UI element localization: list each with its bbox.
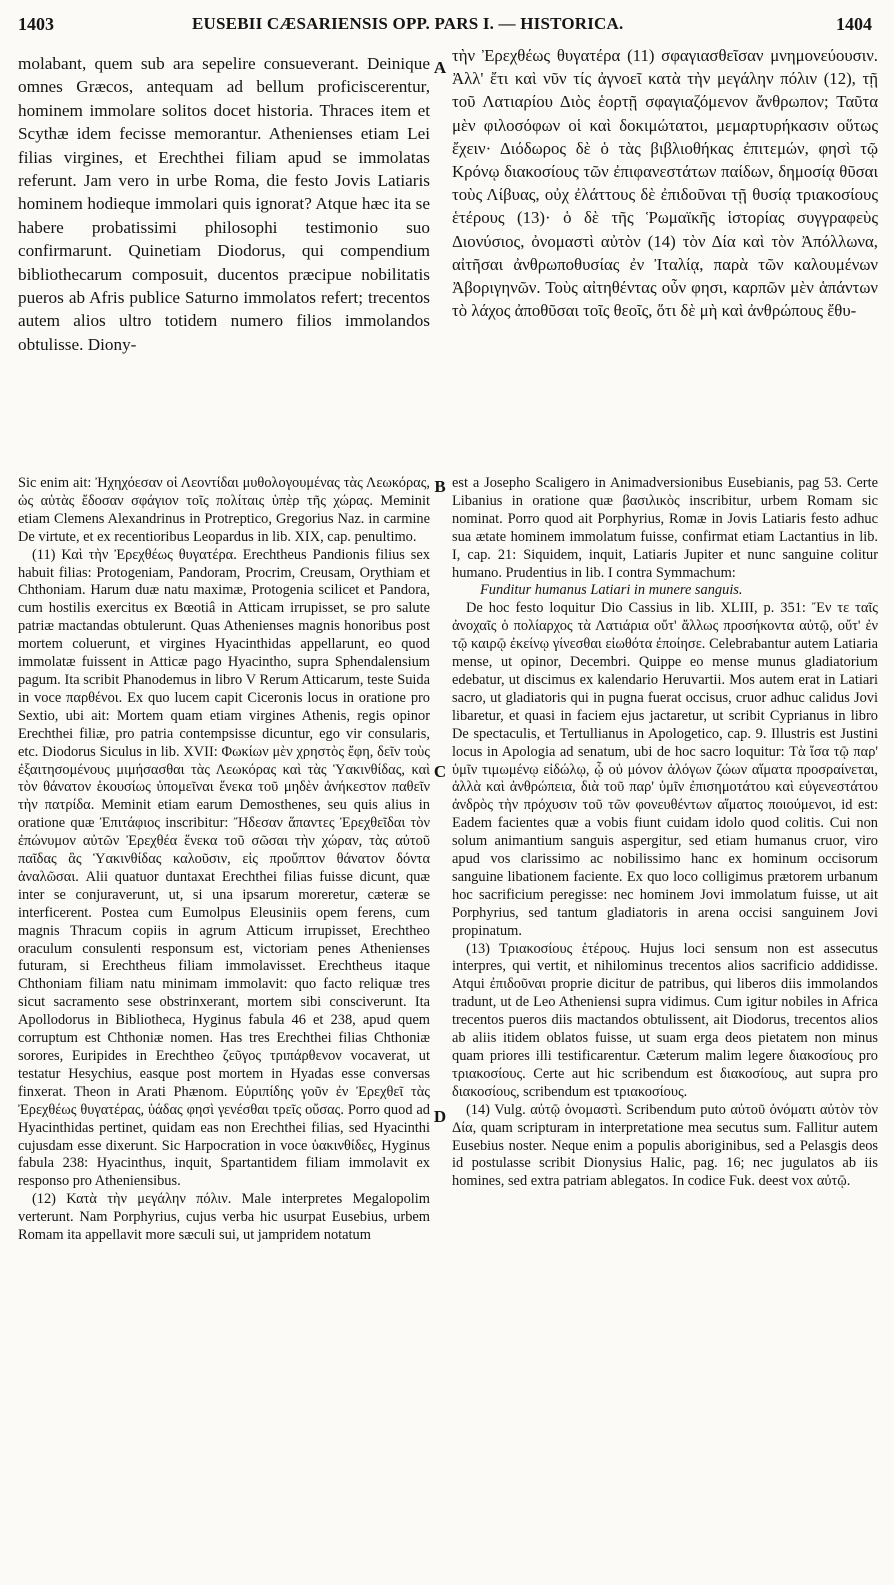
- section-marker-d: D: [433, 1107, 447, 1126]
- note-paragraph: (12) Κατὰ τὴν μεγάλην πόλιν. Male interpretes Megalopolim verterunt. Nam Porphyrius, cujus verba hic usurpat Eusebius, urbem Romam ita appellavit more sæculi sui, ut jampridem notatum: [18, 1191, 430, 1244]
- main-text-latin: molabant, quem sub ara sepelire consueverant. Deinique omnes Græcos, antequam ad bellum proficiscerentur, hominem immolare solitos docet historia. Thraces item et Scythæ idem fecisse memorantur. Athenienses etiam Lei filias virgines, et Erechthei filiam apud se immolatas referunt. Jam vero in urbe Roma, die festo Jovis Latiaris hominem hodieque immolari quis ignorat? Atque hæc ita se habere probatissimi philosophi testimonio suo confirmarunt. Quinetiam Diodorus, qui compendium bibliothecarum composuit, ducentos præcipue nobilitatis pueros ab Afris publice Saturno immolatos refert; trecentos autem alios ultro totidem numero filios immolandos obtulisse. Diony-: [18, 54, 430, 354]
- note-paragraph: est a Josepho Scaligero in Animadversionibus Eusebianis, pag 53. Certe Libanius in oratione quæ βασιλικὸς inscribitur, urbem Romam sic nominat. Porro quod ait Porphyrius, Romæ in Jovis Latiaris festo adhuc sua ætate hominem immolatum fuisse, confirmat etiam Lactantius in lib. I, cap. 21: Siquidem, inquit, Latiaris Jupiter et nunc sanguine colitur humano. Prudentius in lib. I contra Symmachum:: [452, 475, 878, 581]
- verse-quotation: Funditur humanus Latiari in munere sanguis.: [480, 582, 743, 599]
- page-header: [0, 0, 894, 46]
- note-paragraph: De hoc festo loquitur Dio Cassius in lib. XLIII, p. 351: Ἔν τε ταῖς ἀνοχαῖς ὁ πολίαρχος τὰ Λατιάρια οὔτ' ἄλλως προσήκοντα αὐτῷ, οὔτ' ἐν τῷ καιρῷ ἐκείνῳ γίνεσθαι εἰωθότα ἐποίησε. Celebrabantur autem Latiaria mense, ut opinor, Decembri. Quippe eo mense munus gladiatorium edebatur, ut discimus ex kalendario Heruvartii. Mos autem erat in Latiari sacro, ut gladiatoris qui in pugna fuerat occisus, cruor adhuc calidus Jovi libaretur, et quasi in faciem ejus jactaretur, ut scribit Cyprianus in libro De spectaculis, et Tertullianus in Apologetico, cap. 9. Illustris est Justini locus in Apologia ad senatum, ubi de hoc sacro loquitur: Τὰ ἴσα τῷ παρ' ὑμῖν τιμωμένῳ εἰδώλῳ, ᾧ οὐ μόνον ἀλόγων ζώων αἵματα προσραίνεται, ἀλλὰ καὶ ἀνθρώπεια, διὰ τοῦ παρ' ὑμῖν ἐπισημοτάτου καὶ εὐγενεστάτου ἀνδρὸς τὴν πρόχυσιν τοῦ τῶν φονευθέντων αἵματος ποιούμενοι, id est: Eadem facientes quæ a vobis fiunt cuidam idolo quod colitis. Cui non solum animantium sanguis aspergitur, sed etiam humanus cruor, viro apud vos clarissimo ac nobilissimo hanc ex hominum occisorum sanguine libationem faciente. Ex quo loco colligimus prætorem urbanum hoc sacrificium peregisse: nec hominem Jovi immolatum fuisse, ut ait Porphyrius, sed tantum gladiatoris in arena occisi sanguinem Jovi propinatum.: [452, 600, 878, 939]
- section-marker-a: A: [433, 58, 447, 77]
- main-text-left-column: [18, 52, 430, 464]
- note-paragraph: (14) Vulg. αὐτῷ ὀνομαστὶ. Scribendum puto αὐτοῦ ὀνόματι αὐτὸν τὸν Δία, quam scripturam in interpretatione mea secutus sum. Fallitur autem Eusebius noster. Neque enim a populis aboriginibus, sed a Pelasgis deos id postulasse scribit Dionysius Halic, pag. 16; nec jugulatos ab iis homines, sed extra patriam ablegatos. In codice Fuk. deest vox αὐτῷ.: [452, 1101, 878, 1190]
- main-text-greek: τὴν Ἐρεχθέως θυγατέρα (11) σφαγιασθεῖσαν μνημονεύουσιν. Ἀλλ' ἔτι καὶ νῦν τίς ἀγνοεῖ κατὰ τὴν μεγάλην πόλιν (12), τῇ τοῦ Λατιαρίου Διὸς ἑορτῇ σφαγιαζόμενον ἄνθρωπον; Ταῦτα μὲν φιλοσόφων οἱ καὶ δοκιμώτατοι, μεμαρτυρήκασιν οὕτως ἔχειν· Διόδωρος δὲ ὁ τὰς βιβλιοθήκας ἐπιτεμών, φησὶ τῷ Κρόνῳ διακοσίους τῶν ἐπιφανεστάτων παίδων, δημοσίᾳ θῦσαι τοὺς Λίβυας, οὐχ ἐλάττους δὲ ἐπιδοῦναι τῇ θυσίᾳ τριακοσίους ἑτέρους (13)· ὁ δὲ τῆς Ῥωμαϊκῆς ἱστορίας συγγραφεὺς Διονύσιος, ὀνομαστὶ αὐτὸν (14) τὸν Δία καὶ τὸν Ἀπόλλωνα, αἰτῆσαι ἀνθρωποθυσίας ἐν Ἰταλίᾳ, παρὰ τῶν καλουμένων Ἀβοριγηνῶν. Τοὺς αἰτηθέντας οὖν φησι, καρπῶν μὲν ἁπάντων τὸ λάχος ἀποθῦσαι τοῖς θεοῖς, ὅτι δὲ μὴ καὶ ἀνθρώπους ἔθυ-: [452, 46, 878, 321]
- note-paragraph: Sic enim ait: Ἠχηχόεσαν οἱ Λεοντίδαι μυθολογουμένας τὰς Λεωκόρας, ὡς αὑτὰς ἔδοσαν σφάγιον τοῖς πολίταις ὑπὲρ τῆς χώρας. Meminit etiam Clemens Alexandrinus in Protreptico, Gregorius Naz. in carmine De virtute, et ex recentioribus Leopardus in lib. XIX, cap. penultimo.: [18, 475, 430, 545]
- main-text-right-column: [452, 44, 878, 464]
- notes-right-column: [452, 475, 878, 1580]
- notes-left-column: [18, 475, 430, 1580]
- section-marker-c: C: [433, 762, 447, 781]
- section-marker-b: B: [434, 477, 446, 496]
- running-title: EUSEBII CÆSARIENSIS OPP. PARS I. — HISTORICA.: [192, 14, 624, 33]
- note-paragraph: (13) Τριακοσίους ἑτέρους. Hujus loci sensum non est assecutus interpres, qui vertit, et nihilominus trecentos alios sacrificio addidisse. Atqui ἐπιδοῦναι proprie dicitur de patribus, qui liberos diis immolandos tradunt, ut de Leo Atheniensi supra vidimus. Cum igitur nobiles in Africa trecentos pueros diis mactandos obtulissent, ait Diodorus, trecentos alios ab aliis itidem oblatos fuisse, ut suam erga deos pietatem non minus quam priores illi testificarentur. Cæterum malim legere διακοσίους pro τριακοσίους. Certe aut hic scribendum est διακοσίους, aut supra pro διακοσίους, scribendum est τριακοσίους.: [452, 940, 878, 1100]
- page-number-left: 1403: [18, 14, 54, 34]
- page-number-right: 1404: [836, 14, 872, 34]
- note-paragraph: (11) Καὶ τὴν Ἐρεχθέως θυγατέρα. Erechtheus Pandionis filius sex habuit filias: Protogeniam, Pandoram, Procrim, Creusam, Orythiam et Chthoniam. Harum duæ natu maximæ, Protogenia scilicet et Pandora, cum hostilis exercitus ex Bœotiâ in Atticam irrupisset, se pro salute patriæ mactandas obtulerunt. Quas Athenienses magnis honoribus post mortem coluerunt, et virgines Hyacinthidas appellarunt, eo quod immolatæ fuissent in Atticæ pago Hyacintho, supra Sphendalensium pagum. Ita scribit Phanodemus in libro V Rerum Atticarum, teste Suida in voce παρθένοι. Ex quo lucem capit Ciceronis locus in oratione pro Sextio, ubi ait: Mortem quam etiam virgines Athenis, regis opinor Erechthei filiæ, pro patria contempsisse dicuntur, ego vir consularis, etc. Diodorus Siculus in lib. XVII: Φωκίων μὲν χρηστὸς ἔφη, δεῖν τοὺς ἐξαιτησομένους μιμήσασθαι τὰς Λεωκόρας καὶ τὰς Ὑακινθίδας, καὶ τὸν θάνατον ἑκουσίως ὑπομεῖναι ἕνεκα τοῦ μηδὲν ἀνήκεστον παθεῖν τὴν πατρίδα. Meminit etiam earum Demosthenes, seu quis alius in oratione quæ Ἐπιτάφιος inscribitur: Ἤδεσαν ἅπαντες Ἐρεχθεῖδαι τὸν ἐπώνυμον αὐτῶν Ἐρεχθέα ἕνεκα τοῦ σῶσαι τὴν χώραν, τὰς αὐτοῦ παῖδας ἃς Ὑακινθίδας καλοῦσιν, εἰς προὔπτον θάνατον δόντα ἀναλῶσαι. Alii quatuor duntaxat Erechthei filias fuisse dicunt, quæ inter se conjuraverunt, ut, si una ipsarum moreretur, cæteræ se interficerent. Postea cum Eumolpus Eleusiniis opem ferens, cum magnis Thracum copiis in agrum Atticum irrupisset, Erechtheo oraculum consulenti responsum est, victoriam penes Athenienses futuram, si Erechtheus filiam immolavisset. Erechtheus itaque Chthoniam filiam natu minimam immolavit: quo facto reliquæ tres sicut sacramento sese obstrinxerant, mortem sibi consciverunt. Ita Apollodorus in Bibliotheca, Hyginus fabula 46 et 238, apud quem corruptum est Chthoniæ nomen. Has tres Erechthei filias Chthoniæ sorores, Euripides in Erechtheo ζεῦγος τριπάρθενον vocaverat, ut testatur Hesychius, easque post mortem in Hyadas esse conversas finxerat. Theon in Arati Phænom. Εὐριπίδης γοῦν ἐν Ἐρεχθεῖ τὰς Ἐρεχθέως θυγατέρας, ὑάδας φησὶ γενέσθαι τρεῖς οὔσας. Porro quod ad Hyacinthidas pertinet, quidam eas non Erechthei filias, sed Hyacinthi cujusdam esse dixerunt. Sic Harpocration in voce ὑακινθίδες, Hyginus fabula 238: Hyacinthus, inquit, Spartantidem filiam immolavit ex responso pro Atheniensibus.: [18, 546, 430, 1190]
